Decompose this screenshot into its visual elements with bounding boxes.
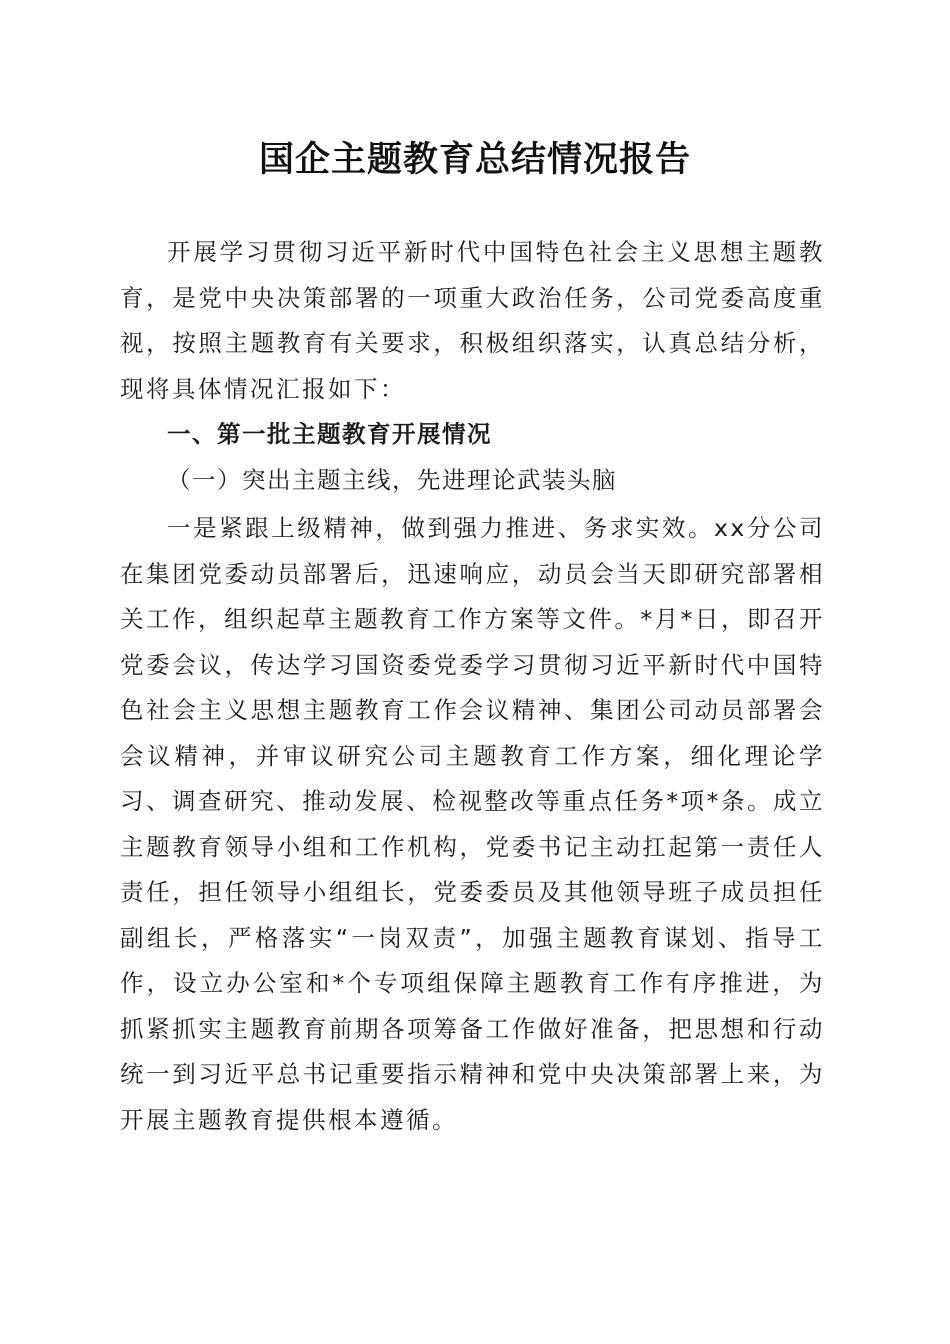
document-body bbox=[120, 230, 825, 1143]
section-heading: 一、第一批主题教育开展情况 bbox=[167, 420, 492, 448]
document-title: 国企主题教育总结情况报告 bbox=[258, 139, 691, 180]
subsection-heading: （一）突出主题主线，先进理论武装头脑 bbox=[167, 465, 617, 494]
body-paragraph: 一是紧跟上级精神，做到强力推进、务求实效。xx分公司在集团党委动员部署后，迅速响应，动员会当天即研究部署相关工作，组织起草主题教育工作方案等文件。*月*日，即召开党委会议，传达学习国资委党委学习贯彻习近平新时代中国特色社会主义思想主题教育工作会议精神、集团公司动员部署会会议精神，并审议研究公司主题教育工作方案，细化理论学习、调查研究、推动发展、检视整改等重点任务*项*条。成立主题教育领导小组和工作机构，党委书记主动扛起第一责任人责任，担任领导小组组长，党委委员及其他领导班子成员担任副组长，严格落实“一岗双责”，加强主题教育谋划、指导工作，设立办公室和*个专项组保障主题教育工作有序推进，为抓紧抓实主题教育前期各项筹备工作做好准备，把思想和行动统一到习近平总书记重要指示精神和党中央决策部署上来，为开展主题教育提供根本遵循。 bbox=[120, 514, 825, 1134]
intro-paragraph: 开展学习贯彻习近平新时代中国特色社会主义思想主题教育，是党中央决策部署的一项重大政治任务，公司党委高度重视，按照主题教育有关要求，积极组织落实，认真总结分析，现将具体情况汇报如下： bbox=[120, 238, 825, 403]
